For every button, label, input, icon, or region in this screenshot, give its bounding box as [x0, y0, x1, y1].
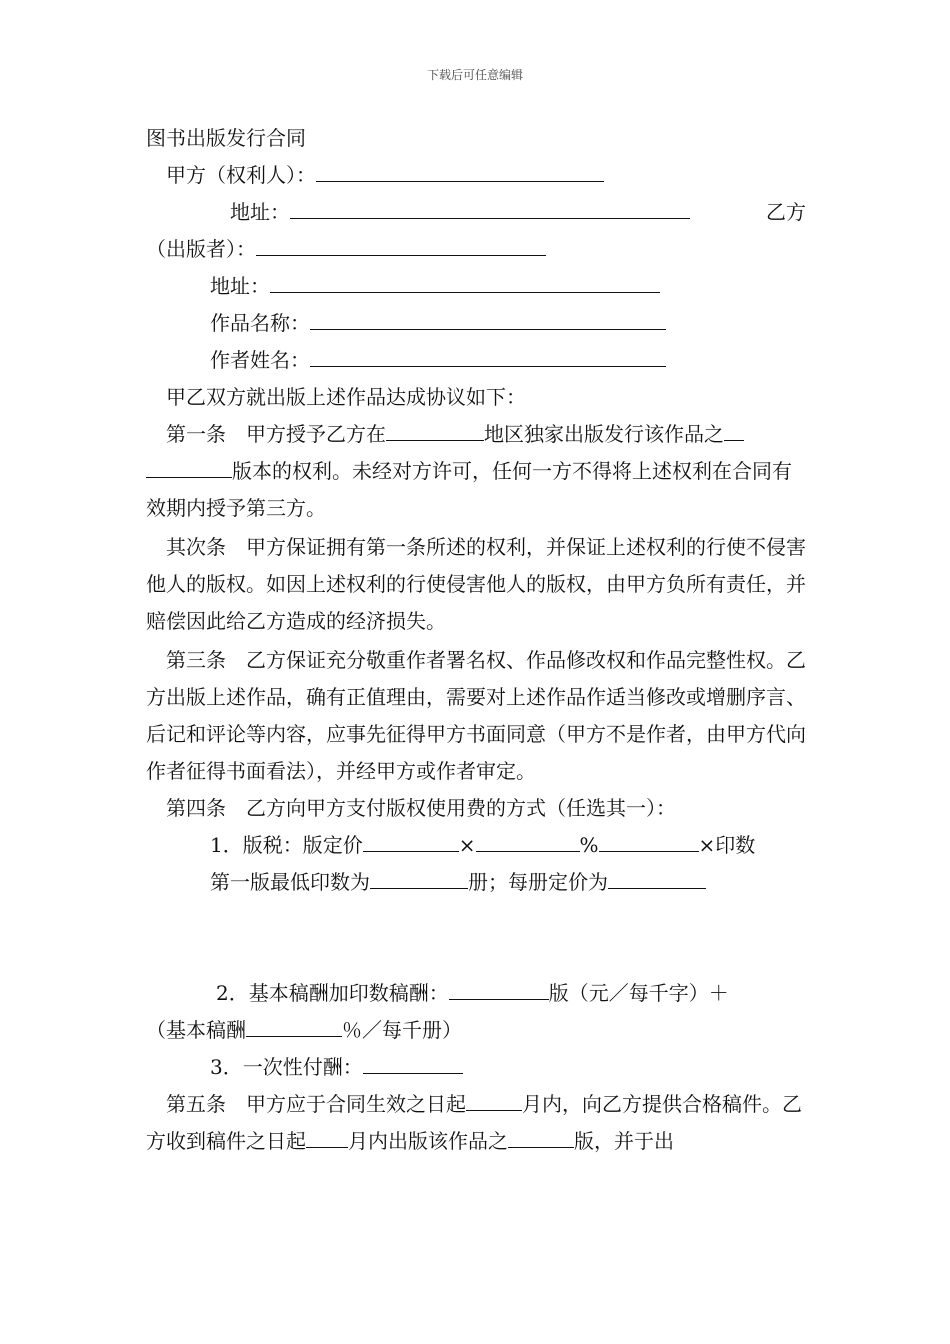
article-2-label: 其次条	[166, 535, 226, 559]
article-1	[146, 416, 806, 527]
work-name-label: 作品名称：	[210, 311, 310, 335]
party-b-label-end: （出版者）：	[146, 237, 256, 261]
author-name-blank[interactable]	[310, 343, 666, 367]
party-b-address-line	[146, 268, 806, 305]
article-4-label: 第四条	[166, 796, 226, 820]
option-1-min-print-line	[146, 864, 806, 901]
author-name-label: 作者姓名：	[210, 348, 310, 372]
contract-title: 图书出版发行合同	[146, 126, 306, 150]
option-1-min-print-blank[interactable]	[370, 865, 468, 889]
page-header-note: 下载后可任意编辑	[426, 68, 523, 82]
option-1-print-blank[interactable]	[599, 828, 699, 852]
party-a-line	[146, 157, 806, 194]
article-2-text: 甲方保证拥有第一条所述的权利，并保证上述权利的行使不侵害他人的版权。如因上述权利的行使侵害他人的版权，由甲方负所有责任，并赔偿因此给乙方造成的经济损失。	[146, 535, 806, 633]
option-2-unit: 版（元／每千字）＋	[548, 981, 729, 1005]
option-2-line-2-suffix: ％／每千册）	[342, 1018, 462, 1042]
article-5-label: 第五条	[166, 1092, 226, 1116]
option-1-unit-price-blank[interactable]	[608, 865, 706, 889]
article-4	[146, 790, 806, 827]
article-5-text-a: 甲方应于合同生效之日起	[246, 1092, 466, 1116]
article-1-text-a: 甲方授予乙方在	[246, 422, 386, 446]
option-2-prefix: 2．基本稿酬加印数稿酬：	[216, 981, 449, 1005]
work-name-blank[interactable]	[310, 306, 666, 330]
option-1-min-print-label: 第一版最低印数为	[210, 870, 370, 894]
option-1-line	[146, 827, 806, 864]
party-a-address-line	[146, 194, 806, 231]
spacer	[146, 901, 806, 975]
article-5-edition-blank[interactable]	[508, 1124, 574, 1148]
option-2-rate-blank[interactable]	[246, 1013, 342, 1037]
option-1-times: ×	[458, 833, 476, 857]
option-1-volume-label: 册；每册定价为	[468, 870, 608, 894]
party-b-blank[interactable]	[256, 232, 546, 256]
work-name-line	[146, 305, 806, 342]
party-b-address-blank[interactable]	[270, 269, 660, 293]
option-2-line-2-prefix: （基本稿酬	[146, 1018, 246, 1042]
party-b-line	[146, 231, 806, 268]
article-5-text-d: 版，并于出	[574, 1129, 674, 1153]
option-2-line	[146, 975, 806, 1012]
option-1-times-print: ×印数	[698, 833, 756, 857]
article-5-text-b: 月内，向乙方提供合格稿件。乙方收到稿件之日起	[146, 1092, 802, 1153]
article-5-months-blank-2[interactable]	[306, 1124, 348, 1148]
party-a-blank[interactable]	[316, 158, 604, 182]
article-4-text: 乙方向甲方支付版权使用费的方式（任选其一）：	[246, 796, 676, 820]
article-1-text-b: 地区独家出版发行该作品之	[484, 422, 724, 446]
option-3-blank[interactable]	[363, 1050, 463, 1074]
article-1-text-c: 版本的权利。未经对方许可，任何一方不得将上述权利在合同有效期内授予第三方。	[146, 459, 792, 520]
article-1-edition-blank-a[interactable]	[724, 417, 744, 441]
article-3-text: 乙方保证充分敬重作者署名权、作品修改权和作品完整性权。乙方出版上述作品，确有正值理由，需要对上述作品作适当修改或增删序言、后记和评论等内容，应事先征得甲方书面同意（甲方不是作者，由甲方代向作者征得书面看法），并经甲方或作者审定。	[146, 648, 806, 783]
article-2	[146, 529, 806, 640]
article-1-edition-blank-b[interactable]	[146, 454, 232, 478]
option-3-line	[146, 1049, 806, 1086]
author-name-line	[146, 342, 806, 379]
party-a-label: 甲方（权利人）：	[166, 163, 316, 187]
party-b-label-start: 乙方	[766, 200, 806, 224]
party-a-address-blank[interactable]	[290, 195, 690, 219]
article-3	[146, 642, 806, 790]
option-1-prefix: 1．版税：版定价	[210, 833, 363, 857]
option-1-rate-blank[interactable]	[476, 828, 580, 852]
option-1-price-blank[interactable]	[363, 828, 459, 852]
option-1-percent: %	[579, 833, 599, 857]
contract-body	[146, 120, 806, 1160]
option-2-base-blank[interactable]	[449, 976, 549, 1000]
article-5	[146, 1086, 806, 1160]
article-1-region-blank[interactable]	[386, 417, 484, 441]
party-a-address-label: 地址：	[230, 200, 290, 224]
article-5-text-c: 月内出版该作品之	[348, 1129, 508, 1153]
option-2-line-2	[146, 1012, 806, 1049]
article-1-label: 第一条	[166, 422, 226, 446]
option-3-prefix: 3．一次性付酬：	[210, 1055, 363, 1079]
article-3-label: 第三条	[166, 648, 226, 672]
intro-line: 甲乙双方就出版上述作品达成协议如下：	[166, 385, 526, 409]
party-b-address-label: 地址：	[210, 274, 270, 298]
article-5-months-blank-1[interactable]	[466, 1087, 522, 1111]
